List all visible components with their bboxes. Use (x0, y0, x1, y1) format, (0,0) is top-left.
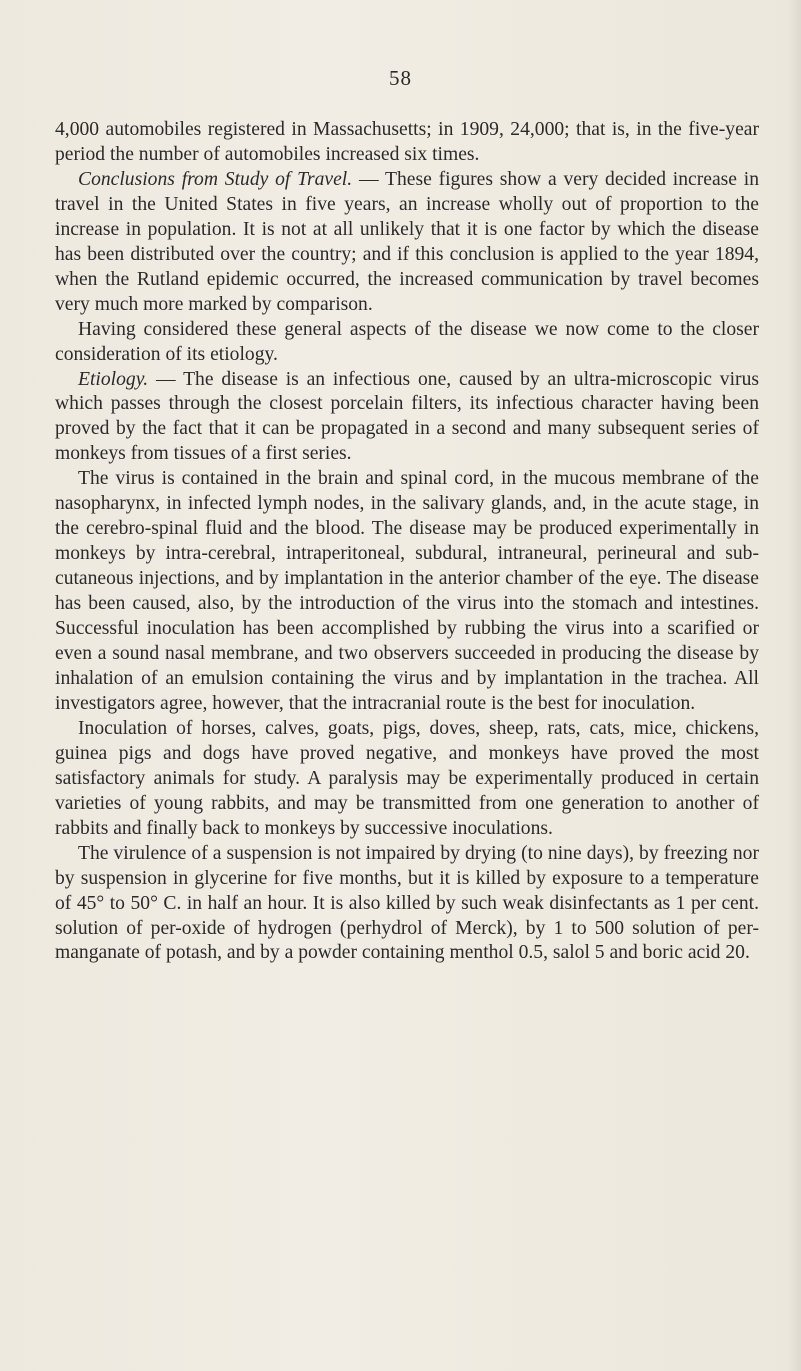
paragraph-inoculation (55, 717, 759, 842)
paragraph-text: 4,000 automobiles registered in Massachusetts; in 1909, 24,000; that is, in the five-year period the number of automobiles increased six times. (55, 119, 759, 165)
paragraph-text: Inoculation of horses, calves, goats, pigs, doves, sheep, rats, cats, mice, chickens, guinea pigs and dogs have proved negative, and monkeys have proved the most satisfactory animals for study. A paralysis may be experimentally produced in certain varieties of young rabbits, and may be transmitted from one generation to another of rabbits and finally back to monkeys by successive inoculations. (55, 717, 759, 839)
paragraph-conclusions (55, 168, 759, 318)
page-number: 58 (389, 66, 412, 90)
paragraph-text: The virulence of a suspension is not impaired by drying (to nine days), by freezing nor by suspension in glycerine for five months, but it is killed by exposure to a temperature of 45° to 50° C. in half an hour. It is also killed by such weak disinfectants as 1 per cent. solution of per-oxide of hydrogen (perhydrol of Merck), by 1 to 500 solution of per-manganate of potash, and by a powder containing menthol 0.5, salol 5 and boric acid 20. (55, 842, 759, 964)
paragraph-virus-location (55, 467, 759, 717)
paragraph-text: Having considered these general aspects of the disease we now come to the closer consideration of its etiology. (55, 318, 759, 365)
paragraph-text: The virus is contained in the brain and spinal cord, in the mucous membrane of the nasopharynx, in infected lymph nodes, in the salivary glands, and, in the acute stage, in the cerebro-spinal fluid and the blood. The disease may be produced experimentally in monkeys by intra-cerebral, intraperitoneal, subdural, intraneural, perineural and sub-cutaneous injections, and by implantation in the anterior chamber of the eye. The disease has been caused, also, by the introduction of the virus into the stomach and intestines. Successful inoculation has been accomplished by rubbing the virus into a scarified or even a sound nasal membrane, and two observers succeeded in producing the disease by inhalation of an emulsion containing the virus and by implantation in the trachea. All investigators agree, however, that the intracranial route is the best for inoculation. (55, 468, 759, 714)
paragraph-text: — These figures show a very decided increase in travel in the United States in five years, an increase wholly out of proportion to the increase in population. It is not at all unlikely that it is one factor by which the disease has been distributed over the country; and if this conclusion is applied to the year 1894, when the Rutland epidemic occurred, the increased communication by travel becomes very much more marked by comparison. (55, 168, 760, 315)
paragraph-continuation (55, 118, 759, 168)
body-text (55, 118, 759, 966)
section-heading-conclusions: Conclusions from Study of Travel. (78, 168, 353, 190)
paragraph-etiology (55, 368, 759, 468)
section-heading-etiology: Etiology. (78, 368, 149, 390)
paragraph-virulence (55, 842, 759, 967)
paragraph-transition (55, 318, 759, 368)
page-edge-shadow (787, 0, 801, 1371)
paragraph-text: — The disease is an infectious one, caused by an ultra-microscopic virus which passes through the closest porcelain filters, its infectious character having been proved by the fact that it can be propagated in a second and many subsequent series of monkeys from tissues of a first series. (55, 368, 759, 465)
